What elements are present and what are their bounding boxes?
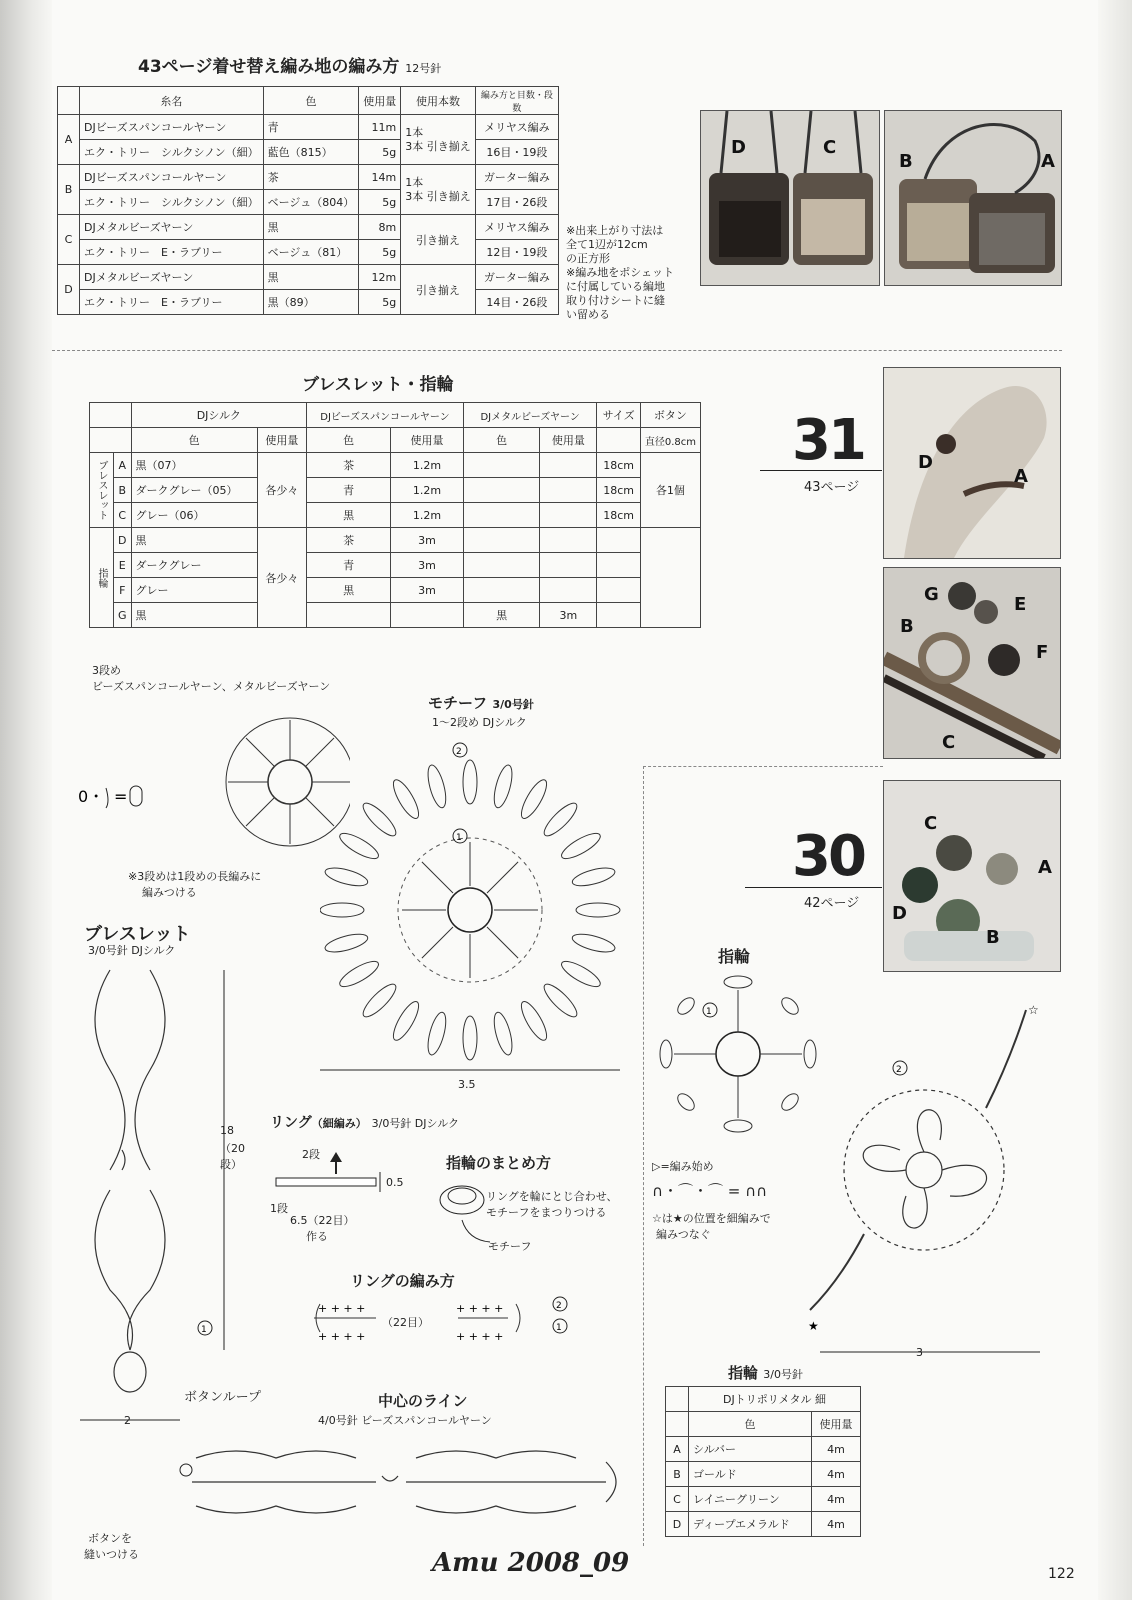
ring-table-row: C レイニーグリーン 4m	[666, 1487, 861, 1512]
photo31-page: 43ページ	[804, 480, 860, 495]
section2-title: ブレスレット・指輪	[302, 375, 454, 395]
svg-text:2: 2	[896, 1065, 902, 1075]
assembly-label: モチーフ	[488, 1240, 532, 1253]
section2-table: DJシルク DJビーズスパンコールヤーン DJメタルビーズヤーン サイズ ボタン 色 使用量 色 使用量 色 使用量 直径0.8cm ブレスレット A 黒（07） 各少々 茶 1.2m 18cm 各1個 B ダークグレー（05） 青 1.2m 18cm C グレー（06） 黒 1.2m 18cm 指輪 D 黒 各少々 茶 3m E ダークグレー 青 3m F グレー 黒 3m G 黒 黒 3m	[89, 402, 701, 628]
svg-text:1: 1	[706, 1007, 712, 1017]
motif-petal	[359, 980, 400, 1021]
hands-illustration	[884, 368, 1060, 558]
ring-flower-diagram	[800, 1000, 1050, 1360]
ring-method-diagram	[298, 1294, 578, 1354]
bracelet-needle: 3/0号針 DJシルク	[88, 944, 176, 957]
bracelet-len-3: 段）	[220, 1158, 242, 1171]
photo31: D A	[883, 367, 1061, 559]
svg-text:2: 2	[456, 747, 462, 757]
ring-diagram-title: 指輪	[718, 947, 751, 966]
rings-photo: G E B F C	[883, 567, 1061, 759]
button-sew-1: ボタンを	[88, 1532, 132, 1545]
magazine-footer: Amu 2008_09	[432, 1548, 630, 1578]
section1-row: C DJメタルビーズヤーン 黒 8m 引き揃え メリヤス編み	[58, 215, 559, 240]
motif-stitch	[422, 927, 453, 958]
svg-text:=: =	[114, 787, 128, 806]
legend-join-1: ☆は★の位置を細編みで	[652, 1212, 771, 1225]
bag-photo-dc: D C	[700, 110, 880, 286]
ring-table-row: D ディープエメラルド 4m	[666, 1512, 861, 1537]
motif-petal	[571, 931, 617, 956]
ring-table-row: B ゴールド 4m	[666, 1462, 861, 1487]
book-spine-shadow	[0, 0, 52, 1600]
motif-stitch	[487, 862, 518, 893]
ring-section-border-top	[643, 766, 883, 767]
motif-petal	[323, 864, 369, 889]
motif-petal	[576, 903, 620, 917]
motif-petal	[320, 903, 364, 917]
legend-start: ▷=編み始め	[652, 1160, 714, 1173]
svg-text:1: 1	[456, 833, 462, 843]
row3-title: 3段め	[92, 664, 121, 677]
page-number: 122	[1048, 1566, 1075, 1582]
section1-row: エク・トリー E・ラブリー 黒（89） 5g 14目・26段	[58, 290, 559, 315]
section2-row: F グレー 黒 3m	[90, 578, 701, 603]
svg-text:+ + + +: + + + +	[456, 1330, 504, 1343]
ring-round1-diagram	[654, 970, 824, 1140]
button-loop-label: ボタンループ	[184, 1390, 262, 1405]
center-needle: 4/0号針 ビーズスパンコールヤーン	[318, 1414, 492, 1427]
section2-row: C グレー（06） 黒 1.2m 18cm	[90, 503, 701, 528]
photo30: C A D B	[883, 780, 1061, 972]
motif-petal	[389, 998, 423, 1043]
motif-petal	[558, 957, 603, 991]
svg-text:1: 1	[556, 1323, 562, 1333]
assembly-title: 指輪のまとめ方	[446, 1154, 552, 1172]
motif-petal	[517, 777, 551, 822]
bag-illustration	[701, 111, 879, 285]
section2-row: 指輪 D 黒 各少々 茶 3m	[90, 528, 701, 553]
motif-diagram	[320, 740, 630, 1090]
row3-note-2: 編みつける	[142, 886, 197, 899]
ring-table-row: A シルバー 4m	[666, 1437, 861, 1462]
section1-row: B DJビーズスパンコールヤーン 茶 14m 1本 3本 引き揃え ガーター編み	[58, 165, 559, 190]
svg-text:+ + + +: + + + +	[318, 1330, 366, 1343]
bracelet-title: ブレスレット	[84, 924, 191, 945]
svg-text:+ + + +: + + + +	[456, 1302, 504, 1315]
motif-petal	[463, 760, 477, 804]
motif-petal	[337, 829, 382, 863]
section1-row: A DJビーズスパンコールヤーン 青 11m 1本 3本 引き揃え メリヤス編み	[58, 115, 559, 140]
legend-symbol: ∩・⌒・⌒ = ∩∩	[652, 1182, 768, 1200]
motif-petal	[491, 763, 516, 809]
rings-illustration	[884, 568, 1060, 758]
section1-row: エク・トリー シルクシノン（細） 藍色（815） 5g 16目・19段	[58, 140, 559, 165]
assembly-text-2: モチーフをまつりつける	[486, 1206, 607, 1219]
section2-row: ブレスレット A 黒（07） 各少々 茶 1.2m 18cm 各1個	[90, 453, 701, 478]
ring-make: 作る	[306, 1230, 328, 1243]
svg-text:★: ★	[808, 1319, 819, 1333]
motif-petal	[463, 1016, 477, 1060]
motif-petal	[558, 829, 603, 863]
section2-row: G 黒 黒 3m	[90, 603, 701, 628]
svg-text:☆: ☆	[1028, 1003, 1039, 1017]
motif-rows: 1〜2段め DJシルク	[432, 716, 527, 729]
bracelet-len-1: 18	[220, 1124, 234, 1137]
motif-stitch	[487, 927, 518, 958]
page-edge	[1098, 0, 1132, 1600]
photo30-number: 30	[792, 824, 864, 889]
section1-row: エク・トリー シルクシノン（細） ベージュ（804） 5g 17目・26段	[58, 190, 559, 215]
section1-title: 43ページ着せ替え編み地の編み方 12号針	[138, 57, 442, 77]
section1-row: エク・トリー E・ラブリー ベージュ（81） 5g 12目・19段	[58, 240, 559, 265]
svg-text:1: 1	[201, 1325, 207, 1335]
svg-text:+ + + +: + + + +	[318, 1302, 366, 1315]
bag-photo-ba: B A	[884, 110, 1062, 286]
motif-petal	[540, 799, 581, 840]
ring-width: 6.5（22目）	[290, 1214, 355, 1227]
bracelet-diagram	[70, 960, 280, 1430]
row3-diagram	[70, 700, 350, 870]
motif-petal	[540, 980, 581, 1021]
ring-method-count: （22目）	[382, 1316, 429, 1329]
section1-table: 糸名 色 使用量 使用本数 編み方と目数・段数 A DJビーズスパンコールヤーン 青 11m 1本 3本 引き揃え メリヤス編み エク・トリー シルクシノン（細） 藍色（815） 5g 16目・19段 B DJビーズスパンコールヤーン 茶 14m 1本 3本 引き揃え ガーター編み エク・トリー シルクシノン（細） ベージュ（804） 5g 17目・26段 C DJメタルビーズヤーン 黒 8m 引き揃え メリヤス編み エク・トリー E・ラブリー ベージュ（81） 5g 12目・19段 D DJメタルビーズヤーン 黒 12m 引き揃え ガーター編み エク・トリー E・ラブリー 黒（89） 5g 14目・26段	[57, 86, 559, 315]
motif-petal	[359, 799, 400, 840]
center-line-diagram	[176, 1432, 636, 1532]
divider	[52, 350, 1062, 351]
motif-petal	[389, 777, 423, 822]
svg-text:2: 2	[556, 1301, 562, 1311]
svg-text:0・: 0・	[78, 787, 105, 806]
ring-height: 0.5	[386, 1176, 404, 1189]
motif-petal	[491, 1011, 516, 1057]
section2-row: E ダークグレー 青 3m	[90, 553, 701, 578]
assembly-text-1: リングを輪にとじ合わせ、	[486, 1190, 618, 1203]
ring-dim: 3	[916, 1346, 923, 1359]
section2-row: B ダークグレー（05） 青 1.2m 18cm	[90, 478, 701, 503]
section1-note: ※出来上がり寸法は 全て1辺が12cm の正方形 ※編み地をポシェット に付属している編地 取り付けシートに縫 い留める	[566, 224, 674, 321]
ring-table-title: 指輪 3/0号針	[728, 1364, 803, 1382]
ring-row2: 2段	[302, 1148, 320, 1161]
ring-method-title: リングの編み方	[350, 1272, 455, 1290]
photo30-page: 42ページ	[804, 896, 860, 911]
motif-title: モチーフ 3/0号針	[428, 694, 534, 712]
legend-join-2: 編みつなぐ	[656, 1228, 711, 1241]
ring-row1: 1段	[270, 1202, 288, 1215]
motif-stitch	[422, 862, 453, 893]
rings30-illustration	[884, 781, 1060, 971]
motif-petal	[571, 864, 617, 889]
ring-title: リング（細編み） 3/0号針 DJシルク	[270, 1115, 460, 1131]
section1-row: D DJメタルビーズヤーン 黒 12m 引き揃え ガーター編み	[58, 265, 559, 290]
bag-illustration	[885, 111, 1061, 285]
row3-note-1: ※3段めは1段めの長編みに	[128, 870, 262, 883]
motif-petal	[323, 931, 369, 956]
row3-yarn: ビーズスパンコールヤーン、メタルビーズヤーン	[92, 680, 331, 693]
motif-petal	[337, 957, 382, 991]
button-sew-2: 縫いつける	[84, 1548, 139, 1561]
center-title: 中心のライン	[378, 1392, 468, 1410]
photo31-number: 31	[792, 408, 864, 473]
motif-petal	[424, 763, 449, 809]
ring-table: DJトリポリメタル 細 色 使用量 A シルバー 4m B ゴールド 4m C レイニーグリーン 4m D ディープエメラルド 4m	[665, 1386, 861, 1537]
bracelet-len-2: （20	[220, 1142, 245, 1155]
motif-petal	[517, 998, 551, 1043]
ring-section-border-left	[643, 766, 644, 1546]
motif-dim: 3.5	[458, 1078, 476, 1091]
assembly-diagram	[434, 1180, 494, 1250]
bracelet-width: 2	[124, 1414, 131, 1427]
motif-petal	[424, 1011, 449, 1057]
